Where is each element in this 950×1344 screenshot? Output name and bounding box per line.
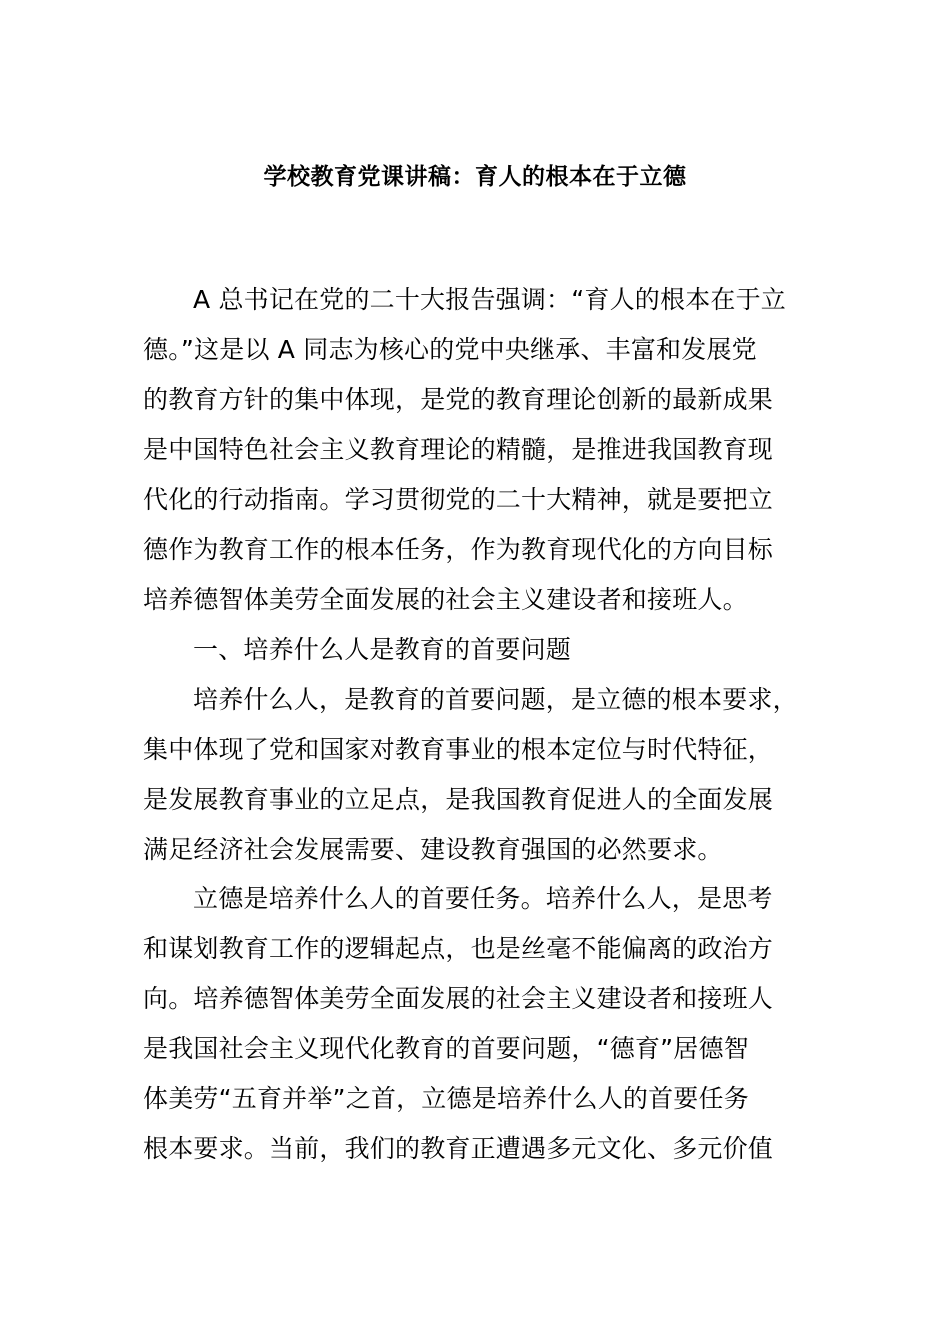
paragraph-line: 德。”这是以 A 同志为核心的党中央继承、丰富和发展党 — [143, 335, 757, 364]
paragraph-line: 代化的行动指南。学习贯彻党的二十大精神，就是要把立 — [143, 485, 774, 514]
paragraph-line: 根本要求。当前，我们的教育正遭遇多元文化、多元价值 — [143, 1134, 774, 1163]
document-title: 学校教育党课讲稿：育人的根本在于立德 — [263, 164, 687, 190]
paragraph-line: 是发展教育事业的立足点，是我国教育促进人的全面发展 — [143, 785, 774, 814]
paragraph-line: 集中体现了党和国家对教育事业的根本定位与时代特征， — [143, 735, 774, 764]
paragraph-line: 体美劳“五育并举”之首，立德是培养什么人的首要任务 — [143, 1084, 749, 1113]
paragraph-line: 是我国社会主义现代化教育的首要问题，“德育”居德智 — [143, 1034, 749, 1063]
paragraph-line: 培养什么人，是教育的首要问题，是立德的根本要求， — [193, 685, 798, 714]
paragraph-line: 培养德智体美劳全面发展的社会主义建设者和接班人。 — [143, 585, 748, 614]
paragraph-line: 是中国特色社会主义教育理论的精髓，是推进我国教育现 — [143, 435, 774, 464]
paragraph-line: 和谋划教育工作的逻辑起点，也是丝毫不能偏离的政治方 — [143, 934, 774, 963]
paragraph-line: 向。培养德智体美劳全面发展的社会主义建设者和接班人 — [143, 984, 774, 1013]
paragraph-line: 满足经济社会发展需要、建设教育强国的必然要求。 — [143, 835, 723, 864]
paragraph-line: A 总书记在党的二十大报告强调：“育人的根本在于立 — [193, 285, 787, 314]
section-heading: 一、培养什么人是教育的首要问题 — [193, 635, 572, 664]
paragraph-line: 德作为教育工作的根本任务，作为教育现代化的方向目标 — [143, 535, 774, 564]
paragraph-line: 的教育方针的集中体现，是党的教育理论创新的最新成果 — [143, 385, 774, 414]
paragraph-line: 立德是培养什么人的首要任务。培养什么人，是思考 — [193, 884, 773, 913]
